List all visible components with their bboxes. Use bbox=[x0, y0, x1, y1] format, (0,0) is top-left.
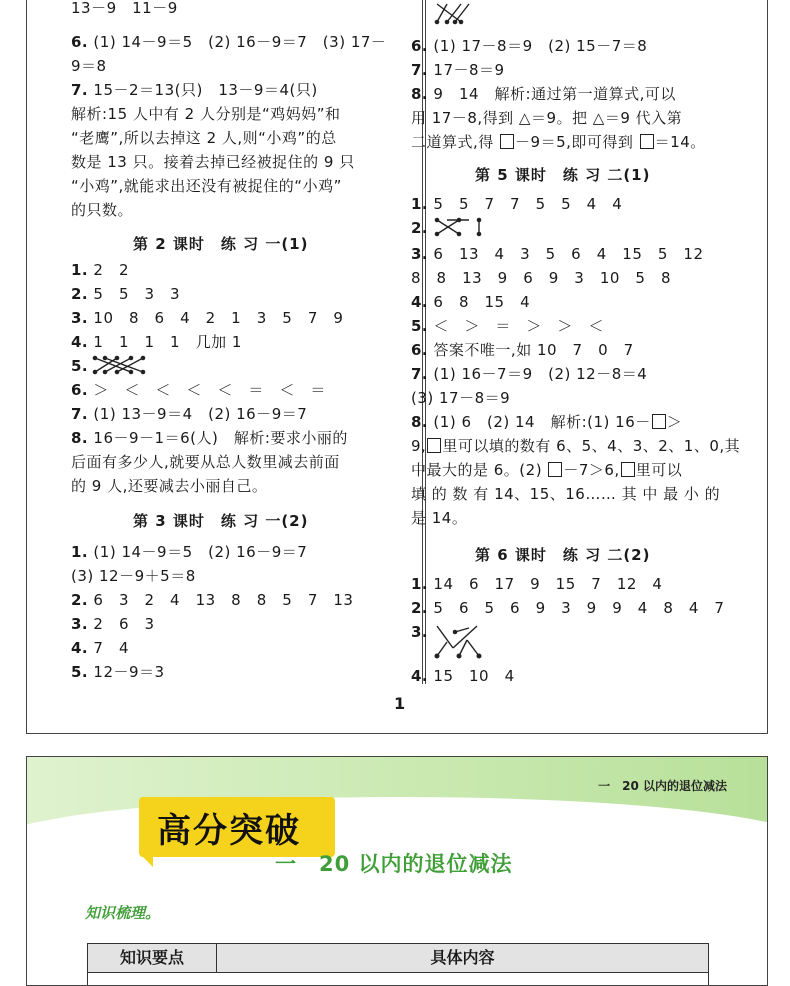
answer-line: 7. 17－8＝9 bbox=[411, 61, 505, 79]
explanation-line: 解析:15 人中有 2 人分别是“鸡妈妈”和 bbox=[71, 105, 341, 123]
answer-line: 8. 16－9－1＝6(人) 解析:要求小丽的 bbox=[71, 429, 348, 447]
explanation-line: 数是 13 只。接着去掉已经被捉住的 9 只 bbox=[71, 153, 355, 171]
page-number: 1 bbox=[394, 694, 406, 713]
explanation-line: 的 9 人,还要减去小丽自己。 bbox=[71, 477, 268, 495]
answer-line: 1. 2 2 bbox=[71, 261, 130, 279]
answer-line: 6. ＞ ＜ ＜ ＜ ＜ ＝ ＜ ＝ bbox=[71, 381, 326, 399]
table-header bbox=[88, 944, 708, 973]
explanation-line: 填 的 数 有 14、15、16…… 其 中 最 小 的 bbox=[411, 485, 721, 503]
answer-line: 13－9 11－9 bbox=[71, 0, 178, 17]
answer-line: 4. 6 8 15 4 bbox=[411, 293, 531, 311]
blank-box-icon bbox=[500, 134, 514, 149]
answer-line: 2. 5 5 3 3 bbox=[71, 285, 181, 303]
answer-line: 3. 2 6 3 bbox=[71, 615, 155, 633]
answer-line: 8 8 13 9 6 9 3 10 5 8 bbox=[411, 269, 672, 287]
matching-lines-diagram bbox=[433, 620, 489, 660]
answer-line: 3. bbox=[411, 623, 429, 641]
answer-line: 2. 6 3 2 4 13 8 8 5 7 13 bbox=[71, 591, 354, 609]
answer-line: 6. (1) 14－9＝5 (2) 16－9＝7 (3) 17－ bbox=[71, 33, 387, 51]
answer-line: 4. 7 4 bbox=[71, 639, 130, 657]
lesson-heading: 第 3 课时 练 习 一(2) bbox=[133, 512, 309, 530]
blank-box-icon bbox=[652, 414, 666, 429]
answer-line: 2. bbox=[411, 219, 429, 237]
table-header-cell: 具体内容 bbox=[430, 948, 495, 967]
explanation-line: “小鸡”,就能求出还没有被捉住的“小鸡” bbox=[71, 177, 342, 195]
chapter-page bbox=[26, 756, 768, 986]
explanation-line: “老鹰”,所以去掉这 2 人,则“小鸡”的总 bbox=[71, 129, 337, 147]
blank-box-icon bbox=[427, 438, 441, 453]
lesson-heading: 第 5 课时 练 习 二(1) bbox=[475, 166, 651, 184]
answer-line: 3. 6 13 4 3 5 6 4 15 5 12 bbox=[411, 245, 704, 263]
answer-line: 1. 5 5 7 7 5 5 4 4 bbox=[411, 195, 623, 213]
explanation-line: 中最大的是 6。(2) －7＞6, 里可以 bbox=[411, 461, 683, 479]
explanation-line: 后面有多少人,就要从总人数里减去前面 bbox=[71, 453, 340, 471]
matching-lines-diagram bbox=[433, 216, 483, 238]
section-title: 知识梳理。 bbox=[85, 904, 161, 922]
answer-line: (3) 12－9＋5＝8 bbox=[71, 567, 196, 585]
answer-line: 9＝8 bbox=[71, 57, 107, 75]
answer-line: 8. 9 14 解析:通过第一道算式,可以 bbox=[411, 85, 676, 103]
table-header-cell: 知识要点 bbox=[88, 944, 217, 972]
answer-line: 7. (1) 13－9＝4 (2) 16－9＝7 bbox=[71, 405, 308, 423]
badge-tail bbox=[139, 853, 153, 867]
answer-line: 2. 5 6 5 6 9 3 9 9 4 8 4 7 bbox=[411, 599, 725, 617]
answer-line: 5. ＜ ＞ ＝ ＞ ＞ ＜ bbox=[411, 317, 604, 335]
answer-line: 5. bbox=[71, 357, 89, 375]
answer-line: 4. 15 10 4 bbox=[411, 667, 515, 685]
knowledge-table bbox=[87, 943, 709, 986]
answer-line: (3) 17－8＝9 bbox=[411, 389, 511, 407]
explanation-line: 二道算式,得 －9＝5,即可得到 ＝14。 bbox=[411, 133, 706, 151]
explanation-line: 用 17－8,得到 △＝9。把 △＝9 代入第 bbox=[411, 109, 683, 127]
answer-line: 4. 1 1 1 1 几加 1 bbox=[71, 333, 242, 351]
answer-line: 1. 14 6 17 9 15 7 12 4 bbox=[411, 575, 663, 593]
matching-lines-diagram bbox=[433, 0, 473, 26]
answer-line: 3. 10 8 6 4 2 1 3 5 7 9 bbox=[71, 309, 344, 327]
explanation-line: 9, 里可以填的数有 6、5、4、3、2、1、0,其 bbox=[411, 437, 741, 455]
explanation-line: 是 14。 bbox=[411, 509, 468, 527]
answer-line: 1. (1) 14－9＝5 (2) 16－9＝7 bbox=[71, 543, 308, 561]
answer-line: 8. (1) 6 (2) 14 解析:(1) 16－ ＞ bbox=[411, 413, 683, 431]
running-head: 一 20 以内的退位减法 bbox=[598, 779, 727, 793]
answer-line: 5. 12－9＝3 bbox=[71, 663, 165, 681]
chapter-title: 一 20 以内的退位减法 bbox=[275, 852, 513, 876]
blank-box-icon bbox=[621, 462, 635, 477]
answer-key-page bbox=[26, 0, 768, 734]
blank-box-icon bbox=[640, 134, 654, 149]
answer-line: 7. 15－2＝13(只) 13－9＝4(只) bbox=[71, 81, 318, 99]
explanation-line: 的只数。 bbox=[71, 201, 134, 219]
lesson-heading: 第 2 课时 练 习 一(1) bbox=[133, 235, 309, 253]
badge-title: 高分突破 bbox=[157, 811, 301, 851]
answer-line: 6. 答案不唯一,如 10 7 0 7 bbox=[411, 341, 634, 359]
matching-lines-diagram bbox=[91, 354, 147, 376]
answer-line: 7. (1) 16－7＝9 (2) 12－8＝4 bbox=[411, 365, 648, 383]
lesson-heading: 第 6 课时 练 习 二(2) bbox=[475, 546, 651, 564]
answer-line: 6. (1) 17－8＝9 (2) 15－7＝8 bbox=[411, 37, 648, 55]
blank-box-icon bbox=[548, 462, 562, 477]
